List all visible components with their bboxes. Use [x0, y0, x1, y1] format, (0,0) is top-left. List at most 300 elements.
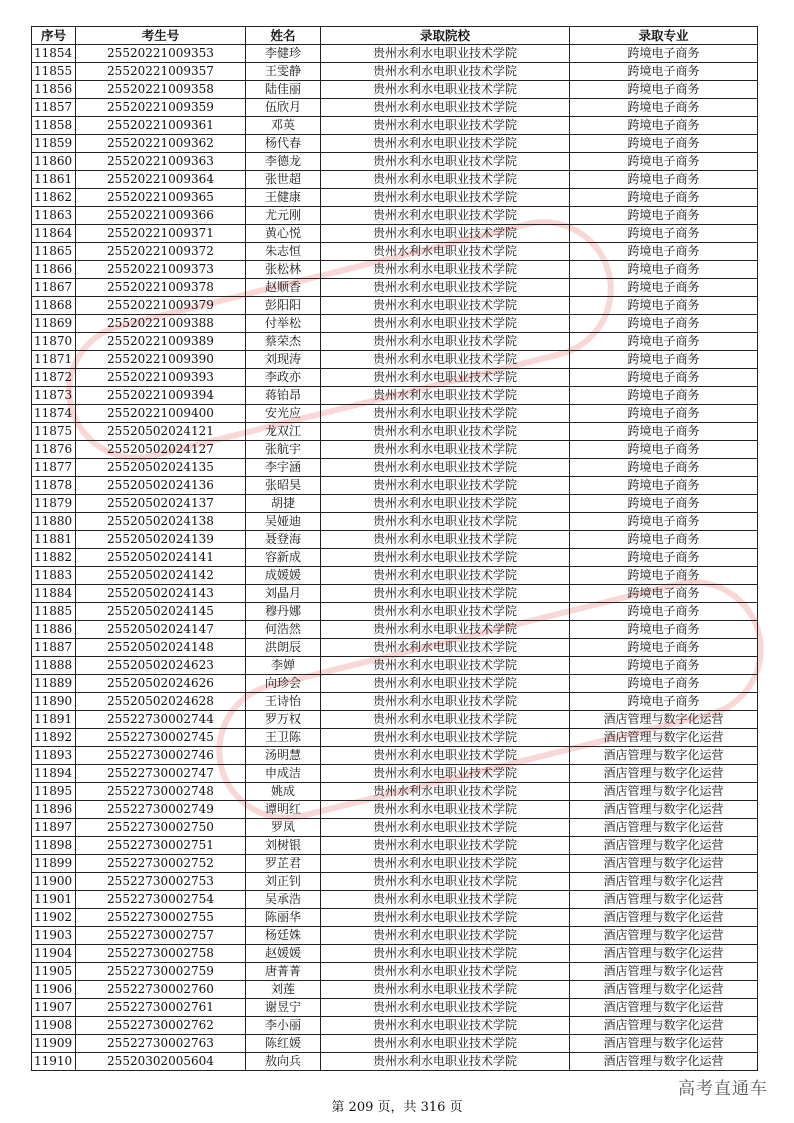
table-row	[32, 963, 758, 981]
table-row	[32, 81, 758, 99]
cell-school: 贵州水利水电职业技术学院	[321, 639, 570, 657]
cell-seq: 11906	[32, 981, 76, 999]
cell-major: 跨境电子商务	[570, 567, 758, 585]
cell-school: 贵州水利水电职业技术学院	[321, 693, 570, 711]
cell-major: 跨境电子商务	[570, 423, 758, 441]
cell-name: 伍欣月	[246, 99, 321, 117]
table-row	[32, 819, 758, 837]
cell-name: 洪朗辰	[246, 639, 321, 657]
cell-seq: 11873	[32, 387, 76, 405]
cell-major: 酒店管理与数字化运营	[570, 1017, 758, 1035]
cell-major: 酒店管理与数字化运营	[570, 729, 758, 747]
cell-exam-id: 25520221009372	[76, 243, 246, 261]
cell-seq: 11879	[32, 495, 76, 513]
cell-major: 酒店管理与数字化运营	[570, 855, 758, 873]
cell-exam-id: 25520502024141	[76, 549, 246, 567]
cell-major: 跨境电子商务	[570, 549, 758, 567]
cell-exam-id: 25520221009359	[76, 99, 246, 117]
cell-major: 跨境电子商务	[570, 459, 758, 477]
cell-exam-id: 25520221009394	[76, 387, 246, 405]
cell-school: 贵州水利水电职业技术学院	[321, 63, 570, 81]
cell-major: 跨境电子商务	[570, 243, 758, 261]
table-row	[32, 423, 758, 441]
cell-major: 酒店管理与数字化运营	[570, 945, 758, 963]
cell-exam-id: 25520221009363	[76, 153, 246, 171]
cell-name: 罗芷君	[246, 855, 321, 873]
cell-name: 付举松	[246, 315, 321, 333]
cell-school: 贵州水利水电职业技术学院	[321, 261, 570, 279]
cell-name: 谢昱宁	[246, 999, 321, 1017]
cell-name: 陈丽华	[246, 909, 321, 927]
cell-major: 跨境电子商务	[570, 585, 758, 603]
cell-exam-id: 25522730002761	[76, 999, 246, 1017]
table-row	[32, 45, 758, 63]
cell-seq: 11899	[32, 855, 76, 873]
cell-school: 贵州水利水电职业技术学院	[321, 459, 570, 477]
cell-school: 贵州水利水电职业技术学院	[321, 171, 570, 189]
cell-exam-id: 25520502024139	[76, 531, 246, 549]
cell-school: 贵州水利水电职业技术学院	[321, 441, 570, 459]
cell-seq: 11907	[32, 999, 76, 1017]
cell-major: 跨境电子商务	[570, 333, 758, 351]
cell-seq: 11872	[32, 369, 76, 387]
table-row	[32, 1053, 758, 1071]
cell-school: 贵州水利水电职业技术学院	[321, 945, 570, 963]
cell-name: 刘现涛	[246, 351, 321, 369]
cell-name: 李婵	[246, 657, 321, 675]
cell-name: 李政亦	[246, 369, 321, 387]
cell-name: 唐菁菁	[246, 963, 321, 981]
cell-school: 贵州水利水电职业技术学院	[321, 621, 570, 639]
cell-exam-id: 25520502024628	[76, 693, 246, 711]
cell-seq: 11903	[32, 927, 76, 945]
cell-exam-id: 25520302005604	[76, 1053, 246, 1071]
cell-school: 贵州水利水电职业技术学院	[321, 531, 570, 549]
cell-exam-id: 25520502024121	[76, 423, 246, 441]
cell-school: 贵州水利水电职业技术学院	[321, 333, 570, 351]
cell-school: 贵州水利水电职业技术学院	[321, 243, 570, 261]
cell-exam-id: 25522730002750	[76, 819, 246, 837]
cell-seq: 11893	[32, 747, 76, 765]
cell-exam-id: 25522730002755	[76, 909, 246, 927]
table-row	[32, 405, 758, 423]
table-row	[32, 585, 758, 603]
cell-school: 贵州水利水电职业技术学院	[321, 225, 570, 243]
cell-exam-id: 25520502024142	[76, 567, 246, 585]
table-row	[32, 297, 758, 315]
table-row	[32, 189, 758, 207]
cell-exam-id: 25520221009378	[76, 279, 246, 297]
cell-seq: 11905	[32, 963, 76, 981]
cell-exam-id: 25520221009379	[76, 297, 246, 315]
cell-name: 汤明慧	[246, 747, 321, 765]
cell-seq: 11864	[32, 225, 76, 243]
cell-major: 跨境电子商务	[570, 279, 758, 297]
cell-seq: 11889	[32, 675, 76, 693]
cell-seq: 11900	[32, 873, 76, 891]
site-watermark: 高考直通车	[678, 1079, 768, 1099]
cell-exam-id: 25520221009361	[76, 117, 246, 135]
cell-seq: 11859	[32, 135, 76, 153]
cell-major: 跨境电子商务	[570, 351, 758, 369]
cell-name: 张航宇	[246, 441, 321, 459]
cell-exam-id: 25520502024145	[76, 603, 246, 621]
admission-list-sheet	[31, 26, 757, 1071]
cell-name: 刘莲	[246, 981, 321, 999]
cell-seq: 11865	[32, 243, 76, 261]
cell-name: 吴承浩	[246, 891, 321, 909]
table-row	[32, 927, 758, 945]
cell-major: 酒店管理与数字化运营	[570, 963, 758, 981]
cell-school: 贵州水利水电职业技术学院	[321, 765, 570, 783]
table-header-row	[32, 27, 758, 45]
cell-seq: 11885	[32, 603, 76, 621]
cell-exam-id: 25520221009362	[76, 135, 246, 153]
table-row	[32, 135, 758, 153]
cell-seq: 11891	[32, 711, 76, 729]
cell-exam-id: 25522730002754	[76, 891, 246, 909]
table-row	[32, 333, 758, 351]
cell-name: 穆丹娜	[246, 603, 321, 621]
cell-major: 跨境电子商务	[570, 603, 758, 621]
table-row	[32, 945, 758, 963]
cell-seq: 11908	[32, 1017, 76, 1035]
cell-seq: 11881	[32, 531, 76, 549]
cell-exam-id: 25520221009400	[76, 405, 246, 423]
cell-exam-id: 25522730002758	[76, 945, 246, 963]
cell-seq: 11882	[32, 549, 76, 567]
table-row	[32, 1035, 758, 1053]
cell-seq: 11896	[32, 801, 76, 819]
cell-name: 王卫陈	[246, 729, 321, 747]
cell-major: 跨境电子商务	[570, 189, 758, 207]
cell-exam-id: 25522730002752	[76, 855, 246, 873]
cell-school: 贵州水利水电职业技术学院	[321, 369, 570, 387]
cell-name: 黄心悦	[246, 225, 321, 243]
cell-seq: 11890	[32, 693, 76, 711]
cell-major: 酒店管理与数字化运营	[570, 981, 758, 999]
cell-exam-id: 25520221009353	[76, 45, 246, 63]
table-row	[32, 117, 758, 135]
cell-seq: 11871	[32, 351, 76, 369]
cell-name: 王诗怡	[246, 693, 321, 711]
cell-school: 贵州水利水电职业技术学院	[321, 819, 570, 837]
cell-seq: 11856	[32, 81, 76, 99]
table-row	[32, 675, 758, 693]
cell-seq: 11867	[32, 279, 76, 297]
cell-exam-id: 25520221009393	[76, 369, 246, 387]
cell-name: 容新成	[246, 549, 321, 567]
cell-major: 跨境电子商务	[570, 225, 758, 243]
cell-major: 酒店管理与数字化运营	[570, 873, 758, 891]
cell-name: 陆佳丽	[246, 81, 321, 99]
cell-seq: 11886	[32, 621, 76, 639]
cell-school: 贵州水利水电职业技术学院	[321, 477, 570, 495]
cell-school: 贵州水利水电职业技术学院	[321, 1035, 570, 1053]
cell-seq: 11883	[32, 567, 76, 585]
cell-exam-id: 25522730002763	[76, 1035, 246, 1053]
cell-school: 贵州水利水电职业技术学院	[321, 657, 570, 675]
table-row	[32, 567, 758, 585]
table-row	[32, 711, 758, 729]
cell-major: 跨境电子商务	[570, 477, 758, 495]
cell-major: 跨境电子商务	[570, 261, 758, 279]
cell-major: 酒店管理与数字化运营	[570, 819, 758, 837]
cell-name: 姚成	[246, 783, 321, 801]
cell-name: 聂登海	[246, 531, 321, 549]
table-row	[32, 207, 758, 225]
cell-exam-id: 25520502024135	[76, 459, 246, 477]
cell-major: 酒店管理与数字化运营	[570, 765, 758, 783]
cell-seq: 11887	[32, 639, 76, 657]
cell-school: 贵州水利水电职业技术学院	[321, 135, 570, 153]
cell-exam-id: 25520502024626	[76, 675, 246, 693]
cell-major: 酒店管理与数字化运营	[570, 999, 758, 1017]
table-row	[32, 855, 758, 873]
table-row	[32, 693, 758, 711]
cell-major: 跨境电子商务	[570, 405, 758, 423]
cell-major: 跨境电子商务	[570, 171, 758, 189]
table-row	[32, 531, 758, 549]
cell-seq: 11863	[32, 207, 76, 225]
cell-exam-id: 25522730002751	[76, 837, 246, 855]
cell-exam-id: 25520502024136	[76, 477, 246, 495]
cell-seq: 11895	[32, 783, 76, 801]
cell-school: 贵州水利水电职业技术学院	[321, 783, 570, 801]
cell-school: 贵州水利水电职业技术学院	[321, 711, 570, 729]
table-row	[32, 747, 758, 765]
cell-exam-id: 25520502024623	[76, 657, 246, 675]
cell-name: 谭明红	[246, 801, 321, 819]
cell-major: 跨境电子商务	[570, 315, 758, 333]
cell-school: 贵州水利水电职业技术学院	[321, 81, 570, 99]
cell-seq: 11892	[32, 729, 76, 747]
cell-seq: 11894	[32, 765, 76, 783]
cell-school: 贵州水利水电职业技术学院	[321, 117, 570, 135]
cell-name: 张昭昊	[246, 477, 321, 495]
cell-seq: 11909	[32, 1035, 76, 1053]
cell-exam-id: 25520221009373	[76, 261, 246, 279]
cell-seq: 11861	[32, 171, 76, 189]
cell-major: 跨境电子商务	[570, 621, 758, 639]
cell-seq: 11898	[32, 837, 76, 855]
cell-major: 酒店管理与数字化运营	[570, 891, 758, 909]
cell-name: 杨廷姝	[246, 927, 321, 945]
cell-school: 贵州水利水电职业技术学院	[321, 891, 570, 909]
cell-school: 贵州水利水电职业技术学院	[321, 981, 570, 999]
cell-name: 朱志恒	[246, 243, 321, 261]
table-row	[32, 495, 758, 513]
cell-name: 向珍会	[246, 675, 321, 693]
cell-seq: 11880	[32, 513, 76, 531]
cell-major: 跨境电子商务	[570, 693, 758, 711]
cell-exam-id: 25520502024137	[76, 495, 246, 513]
cell-seq: 11902	[32, 909, 76, 927]
cell-seq: 11884	[32, 585, 76, 603]
cell-exam-id: 25522730002762	[76, 1017, 246, 1035]
cell-seq: 11866	[32, 261, 76, 279]
table-row	[32, 369, 758, 387]
table-row	[32, 981, 758, 999]
cell-major: 跨境电子商务	[570, 531, 758, 549]
cell-school: 贵州水利水电职业技术学院	[321, 837, 570, 855]
cell-exam-id: 25522730002753	[76, 873, 246, 891]
cell-seq: 11854	[32, 45, 76, 63]
table-row	[32, 99, 758, 117]
cell-seq: 11888	[32, 657, 76, 675]
cell-school: 贵州水利水电职业技术学院	[321, 351, 570, 369]
cell-major: 酒店管理与数字化运营	[570, 711, 758, 729]
cell-school: 贵州水利水电职业技术学院	[321, 999, 570, 1017]
cell-major: 酒店管理与数字化运营	[570, 927, 758, 945]
cell-school: 贵州水利水电职业技术学院	[321, 279, 570, 297]
cell-seq: 11868	[32, 297, 76, 315]
cell-seq: 11860	[32, 153, 76, 171]
table-row	[32, 459, 758, 477]
cell-exam-id: 25522730002744	[76, 711, 246, 729]
cell-exam-id: 25520221009357	[76, 63, 246, 81]
cell-name: 邓英	[246, 117, 321, 135]
cell-school: 贵州水利水电职业技术学院	[321, 405, 570, 423]
cell-exam-id: 25522730002747	[76, 765, 246, 783]
cell-exam-id: 25520221009389	[76, 333, 246, 351]
cell-school: 贵州水利水电职业技术学院	[321, 747, 570, 765]
cell-school: 贵州水利水电职业技术学院	[321, 603, 570, 621]
table-row	[32, 603, 758, 621]
cell-name: 陈红媛	[246, 1035, 321, 1053]
cell-name: 彭阳阳	[246, 297, 321, 315]
cell-major: 跨境电子商务	[570, 99, 758, 117]
table-row	[32, 315, 758, 333]
cell-name: 胡捷	[246, 495, 321, 513]
table-row	[32, 513, 758, 531]
cell-exam-id: 25522730002748	[76, 783, 246, 801]
cell-school: 贵州水利水电职业技术学院	[321, 855, 570, 873]
cell-exam-id: 25520221009390	[76, 351, 246, 369]
cell-seq: 11862	[32, 189, 76, 207]
cell-major: 酒店管理与数字化运营	[570, 909, 758, 927]
cell-name: 王雯静	[246, 63, 321, 81]
cell-school: 贵州水利水电职业技术学院	[321, 567, 570, 585]
table-row	[32, 639, 758, 657]
cell-seq: 11858	[32, 117, 76, 135]
cell-name: 张世超	[246, 171, 321, 189]
cell-major: 酒店管理与数字化运营	[570, 1053, 758, 1071]
cell-exam-id: 25520221009388	[76, 315, 246, 333]
cell-major: 跨境电子商务	[570, 135, 758, 153]
table-row	[32, 225, 758, 243]
cell-major: 跨境电子商务	[570, 81, 758, 99]
cell-school: 贵州水利水电职业技术学院	[321, 801, 570, 819]
cell-name: 杨代春	[246, 135, 321, 153]
cell-major: 跨境电子商务	[570, 441, 758, 459]
table-row	[32, 873, 758, 891]
table-row	[32, 63, 758, 81]
cell-exam-id: 25522730002760	[76, 981, 246, 999]
cell-name: 蒋铂昂	[246, 387, 321, 405]
table-row	[32, 279, 758, 297]
cell-name: 尤元刚	[246, 207, 321, 225]
cell-name: 成媛媛	[246, 567, 321, 585]
cell-major: 跨境电子商务	[570, 495, 758, 513]
table-row	[32, 657, 758, 675]
table-row	[32, 801, 758, 819]
table-row	[32, 153, 758, 171]
header-seq: 序号	[32, 27, 76, 45]
header-major: 录取专业	[570, 27, 758, 45]
table-row	[32, 243, 758, 261]
cell-name: 赵顺香	[246, 279, 321, 297]
cell-major: 酒店管理与数字化运营	[570, 1035, 758, 1053]
cell-school: 贵州水利水电职业技术学院	[321, 729, 570, 747]
cell-school: 贵州水利水电职业技术学院	[321, 909, 570, 927]
cell-name: 张松林	[246, 261, 321, 279]
cell-school: 贵州水利水电职业技术学院	[321, 873, 570, 891]
header-name: 姓名	[246, 27, 321, 45]
cell-exam-id: 25520221009365	[76, 189, 246, 207]
cell-school: 贵州水利水电职业技术学院	[321, 495, 570, 513]
cell-seq: 11876	[32, 441, 76, 459]
cell-exam-id: 25520221009358	[76, 81, 246, 99]
cell-exam-id: 25520502024147	[76, 621, 246, 639]
cell-exam-id: 25522730002746	[76, 747, 246, 765]
cell-seq: 11897	[32, 819, 76, 837]
cell-name: 王健康	[246, 189, 321, 207]
table-row	[32, 783, 758, 801]
cell-major: 跨境电子商务	[570, 207, 758, 225]
cell-name: 罗万权	[246, 711, 321, 729]
cell-name: 何浩然	[246, 621, 321, 639]
cell-exam-id: 25522730002745	[76, 729, 246, 747]
cell-school: 贵州水利水电职业技术学院	[321, 1017, 570, 1035]
cell-major: 跨境电子商务	[570, 117, 758, 135]
cell-school: 贵州水利水电职业技术学院	[321, 423, 570, 441]
cell-school: 贵州水利水电职业技术学院	[321, 315, 570, 333]
cell-major: 跨境电子商务	[570, 369, 758, 387]
cell-major: 跨境电子商务	[570, 63, 758, 81]
table-row	[32, 171, 758, 189]
cell-seq: 11857	[32, 99, 76, 117]
cell-seq: 11901	[32, 891, 76, 909]
cell-name: 吴娅迪	[246, 513, 321, 531]
table-row	[32, 891, 758, 909]
table-row	[32, 909, 758, 927]
cell-seq: 11870	[32, 333, 76, 351]
cell-seq: 11855	[32, 63, 76, 81]
cell-school: 贵州水利水电职业技术学院	[321, 963, 570, 981]
cell-name: 刘正钊	[246, 873, 321, 891]
cell-exam-id: 25520221009364	[76, 171, 246, 189]
table-row	[32, 621, 758, 639]
cell-major: 跨境电子商务	[570, 675, 758, 693]
table-row	[32, 729, 758, 747]
cell-major: 跨境电子商务	[570, 657, 758, 675]
cell-seq: 11878	[32, 477, 76, 495]
cell-name: 李小丽	[246, 1017, 321, 1035]
cell-seq: 11910	[32, 1053, 76, 1071]
cell-seq: 11877	[32, 459, 76, 477]
admission-table	[31, 26, 758, 1071]
table-row	[32, 765, 758, 783]
cell-school: 贵州水利水电职业技术学院	[321, 189, 570, 207]
cell-exam-id: 25520502024138	[76, 513, 246, 531]
cell-name: 刘树银	[246, 837, 321, 855]
cell-exam-id: 25520502024143	[76, 585, 246, 603]
cell-seq: 11869	[32, 315, 76, 333]
cell-exam-id: 25522730002759	[76, 963, 246, 981]
cell-name: 安光应	[246, 405, 321, 423]
cell-major: 酒店管理与数字化运营	[570, 837, 758, 855]
